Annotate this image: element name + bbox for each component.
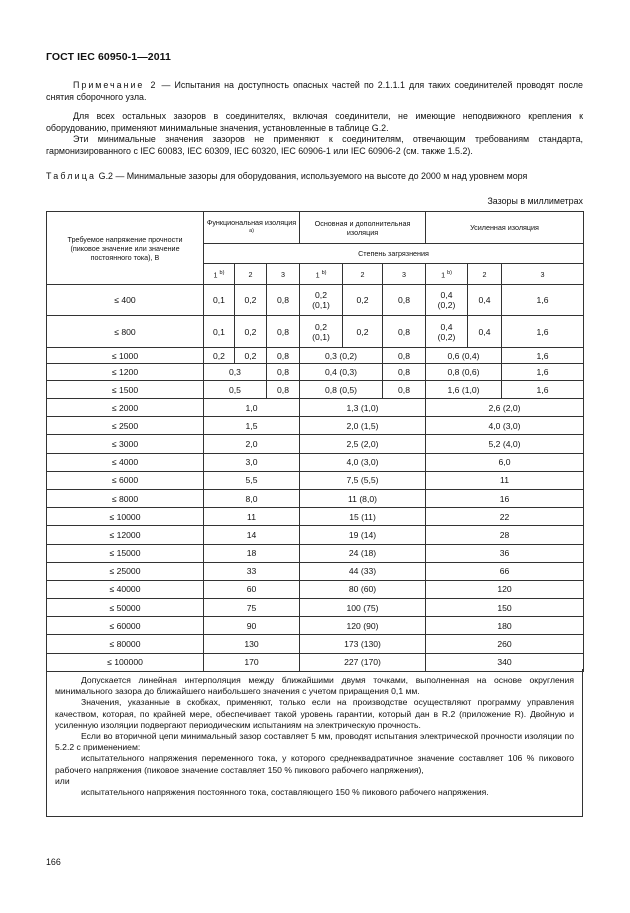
cell-r2: 0,4	[468, 285, 502, 316]
cell-f3: 0,8	[267, 364, 300, 381]
table-caption	[46, 171, 583, 183]
header-reinforced: Усиленная изоляция	[426, 212, 584, 244]
cell-reinforced: 5,2 (4,0)	[426, 435, 584, 453]
cell-basic: 15 (11)	[300, 508, 426, 526]
header-r-deg3: 3	[502, 264, 584, 285]
r-deg1-label: 1	[441, 270, 446, 280]
table-caption-label: Таблица	[46, 171, 97, 181]
cell-basic: 100 (75)	[300, 599, 426, 617]
cell-voltage: ≤ 6000	[47, 471, 204, 489]
cell-r3: 1,6	[502, 381, 584, 399]
cell-basic: 24 (18)	[300, 544, 426, 562]
header-r-deg2: 2	[468, 264, 502, 285]
header-r-deg1	[426, 264, 468, 285]
table-row	[47, 381, 584, 399]
cell-voltage: ≤ 1000	[47, 348, 204, 364]
cell-voltage: ≤ 2500	[47, 417, 204, 435]
note-secondary: Если во вторичной цепи минимальный зазор составляет 5 мм, проводят испытания электрической прочности изоляции по 5.2.2 с применением:	[55, 731, 574, 753]
cell-r1-alt: (0,2)	[437, 331, 456, 342]
cell-basic: 44 (33)	[300, 562, 426, 580]
clearances-table	[46, 211, 584, 672]
cell-voltage: ≤ 12000	[47, 526, 204, 544]
cell-reinforced: 120	[426, 580, 584, 598]
cell-f3: 0,8	[267, 285, 300, 316]
cell-reinforced: 4,0 (3,0)	[426, 417, 584, 435]
table-row	[47, 489, 584, 507]
cell-reinforced: 11	[426, 471, 584, 489]
note-dc-voltage: испытательного напряжения постоянного тока, составляющего 150 % пикового рабочего напряжения.	[81, 787, 489, 798]
cell-f12: 0,3	[204, 364, 267, 381]
cell-f2: 0,2	[235, 316, 267, 348]
cell-r12: 1,6 (1,0)	[426, 381, 502, 399]
table-row	[47, 617, 584, 635]
table-row	[47, 580, 584, 598]
note-2	[46, 80, 583, 103]
cell-f3: 0,8	[267, 316, 300, 348]
table-row	[47, 435, 584, 453]
paragraph-1: Для всех остальных зазоров в соединителях, включая соединители, не имеющие неподвижного крепления к оборудованию, применяют минимальные значения, установленные в таблице G.2.	[46, 111, 583, 133]
cell-basic: 80 (60)	[300, 580, 426, 598]
table-notes	[46, 669, 583, 817]
note-2-text: — Испытания на доступность опасных частей по 2.1.1.1 для таких соединителей проводят после снятия сборочного узла.	[46, 80, 583, 102]
b-deg1-label: 1	[315, 270, 320, 280]
cell-voltage: ≤ 3000	[47, 435, 204, 453]
header-functional	[204, 212, 300, 244]
cell-reinforced: 180	[426, 617, 584, 635]
cell-functional: 2,0	[204, 435, 300, 453]
cell-basic: 120 (90)	[300, 617, 426, 635]
cell-functional: 60	[204, 580, 300, 598]
note-or: или	[55, 775, 70, 786]
cell-voltage: ≤ 10000	[47, 508, 204, 526]
cell-reinforced: 22	[426, 508, 584, 526]
b-deg1-sup: b)	[321, 269, 327, 276]
f-deg1-sup: b)	[219, 269, 225, 276]
cell-b3: 0,8	[383, 364, 426, 381]
table-row	[47, 453, 584, 471]
cell-f3: 0,8	[267, 381, 300, 399]
cell-r3: 1,6	[502, 285, 584, 316]
table-row	[47, 508, 584, 526]
cell-functional: 170	[204, 653, 300, 671]
cell-basic: 7,5 (5,5)	[300, 471, 426, 489]
cell-voltage: ≤ 400	[47, 285, 204, 316]
note-2-label: Примечание 2	[73, 80, 158, 90]
cell-reinforced: 2,6 (2,0)	[426, 399, 584, 417]
cell-reinforced: 16	[426, 489, 584, 507]
cell-f2: 0,2	[235, 285, 267, 316]
cell-voltage: ≤ 25000	[47, 562, 204, 580]
cell-reinforced: 340	[426, 653, 584, 671]
header-b-deg1	[300, 264, 343, 285]
header-f-deg1	[204, 264, 235, 285]
cell-r3: 1,6	[502, 316, 584, 348]
cell-reinforced: 28	[426, 526, 584, 544]
cell-voltage: ≤ 4000	[47, 453, 204, 471]
table-row	[47, 417, 584, 435]
table-row	[47, 399, 584, 417]
cell-reinforced: 6,0	[426, 453, 584, 471]
cell-reinforced: 260	[426, 635, 584, 653]
cell-r1-main: 0,4	[440, 321, 453, 332]
header-b-deg3: 3	[383, 264, 426, 285]
cell-b1-alt: (0,1)	[312, 300, 330, 310]
cell-voltage: ≤ 60000	[47, 617, 204, 635]
header-functional-sup: a)	[249, 227, 254, 234]
header-functional-label: Функциональная изоляция	[206, 217, 297, 227]
table-row	[47, 562, 584, 580]
cell-b3: 0,8	[383, 285, 426, 316]
document-header: ГОСТ IEC 60950-1—2011	[46, 51, 171, 63]
cell-basic: 11 (8,0)	[300, 489, 426, 507]
cell-b1	[300, 285, 343, 316]
cell-b2: 0,2	[343, 316, 383, 348]
table-row	[47, 635, 584, 653]
cell-basic: 173 (130)	[300, 635, 426, 653]
cell-b1-main: 0,2	[315, 290, 327, 300]
cell-r1-alt: (0,2)	[437, 300, 456, 310]
cell-functional: 1,5	[204, 417, 300, 435]
header-pollution: Степень загрязнения	[204, 244, 584, 264]
table-caption-text: G.2 — Минимальные зазоры для оборудования, используемого на высоте до 2000 м над уровнем моря	[98, 171, 528, 181]
note-ac-voltage: испытательного напряжения переменного тока, у которого среднеквадратичное значение составляет 106 % пикового рабочего напряжения (пиковое значение составляет 150 % пикового рабочего напряжения),	[55, 753, 574, 775]
cell-voltage: ≤ 8000	[47, 489, 204, 507]
cell-f12: 0,5	[204, 381, 267, 399]
cell-voltage: ≤ 2000	[47, 399, 204, 417]
cell-voltage: ≤ 15000	[47, 544, 204, 562]
cell-b1-alt: (0,1)	[312, 331, 330, 342]
cell-basic: 2,5 (2,0)	[300, 435, 426, 453]
cell-f2: 0,2	[235, 348, 267, 364]
cell-reinforced: 36	[426, 544, 584, 562]
cell-r12: 0,8 (0,6)	[426, 364, 502, 381]
header-f-deg3: 3	[267, 264, 300, 285]
cell-r3: 1,6	[502, 348, 584, 364]
cell-f1: 0,1	[204, 316, 235, 348]
cell-f1: 0,2	[204, 348, 235, 364]
f-deg1-label: 1	[213, 270, 218, 280]
cell-voltage: ≤ 800	[47, 316, 204, 348]
paragraph-2: Эти минимальные значения зазоров не применяют к соединителям, отвечающим требованиям стандарта, гармонизированного с IEC 60083, IEC 60309, IEC 60320, IEC 60906-1 или IEC 60906-2 (см. также 1.5.2).	[46, 134, 583, 156]
cell-functional: 90	[204, 617, 300, 635]
cell-functional: 11	[204, 508, 300, 526]
cell-functional: 18	[204, 544, 300, 562]
cell-voltage: ≤ 100000	[47, 653, 204, 671]
cell-b2: 0,2	[343, 285, 383, 316]
cell-b3: 0,8	[383, 316, 426, 348]
cell-b12: 0,8 (0,5)	[300, 381, 383, 399]
table-row	[47, 316, 584, 348]
cell-functional: 33	[204, 562, 300, 580]
cell-r1-main: 0,4	[440, 290, 453, 300]
cell-voltage: ≤ 1200	[47, 364, 204, 381]
cell-r3: 1,6	[502, 364, 584, 381]
header-voltage: Требуемое напряжение прочности (пиковое значение или значение постоянного тока), В	[47, 212, 204, 285]
table-row	[47, 285, 584, 316]
cell-basic: 19 (14)	[300, 526, 426, 544]
cell-f1: 0,1	[204, 285, 235, 316]
cell-basic: 4,0 (3,0)	[300, 453, 426, 471]
cell-functional: 3,0	[204, 453, 300, 471]
cell-functional: 14	[204, 526, 300, 544]
header-basic: Основная и дополнительная изоляция	[300, 212, 426, 244]
table-row	[47, 544, 584, 562]
cell-r1	[426, 285, 468, 316]
cell-r1	[426, 316, 468, 348]
cell-voltage: ≤ 40000	[47, 580, 204, 598]
cell-b1	[300, 316, 343, 348]
units-note: Зазоры в миллиметрах	[487, 196, 583, 206]
note-interpolation: Допускается линейная интерполяция между ближайшими двумя точками, выполненная на основе округления минимального зазора до ближайшего наибольшего значения с учетом приращения 0,1 мм.	[55, 675, 574, 697]
r-deg1-sup: b)	[447, 269, 452, 276]
cell-voltage: ≤ 1500	[47, 381, 204, 399]
cell-f3: 0,8	[267, 348, 300, 364]
cell-basic: 1,3 (1,0)	[300, 399, 426, 417]
table-row	[47, 526, 584, 544]
cell-b12: 0,3 (0,2)	[300, 348, 383, 364]
cell-functional: 1,0	[204, 399, 300, 417]
cell-voltage: ≤ 80000	[47, 635, 204, 653]
cell-basic: 2,0 (1,5)	[300, 417, 426, 435]
note-brackets: Значения, указанные в скобках, применяют, только если на производстве осуществляют программу управления качеством, которая, по крайней мере, обеспечивает такой уровень гарантии, который дан в R.2 (приложение R). Двойную и усиленную изоляции подвергают периодическим испытаниям на электрическую прочность.	[55, 697, 574, 730]
header-b-deg2: 2	[343, 264, 383, 285]
cell-b1-main: 0,2	[315, 321, 327, 332]
cell-functional: 75	[204, 599, 300, 617]
cell-b3: 0,8	[383, 348, 426, 364]
cell-reinforced: 66	[426, 562, 584, 580]
cell-r2: 0,4	[468, 316, 502, 348]
table-row	[47, 471, 584, 489]
table-row	[47, 599, 584, 617]
cell-functional: 130	[204, 635, 300, 653]
cell-b3: 0,8	[383, 381, 426, 399]
cell-basic: 227 (170)	[300, 653, 426, 671]
table-row	[47, 364, 584, 381]
page-number: 166	[46, 857, 61, 867]
cell-reinforced: 150	[426, 599, 584, 617]
table-row	[47, 348, 584, 364]
header-f-deg2: 2	[235, 264, 267, 285]
cell-functional: 5,5	[204, 471, 300, 489]
cell-functional: 8,0	[204, 489, 300, 507]
cell-r12: 0,6 (0,4)	[426, 348, 502, 364]
cell-b12: 0,4 (0,3)	[300, 364, 383, 381]
cell-voltage: ≤ 50000	[47, 599, 204, 617]
